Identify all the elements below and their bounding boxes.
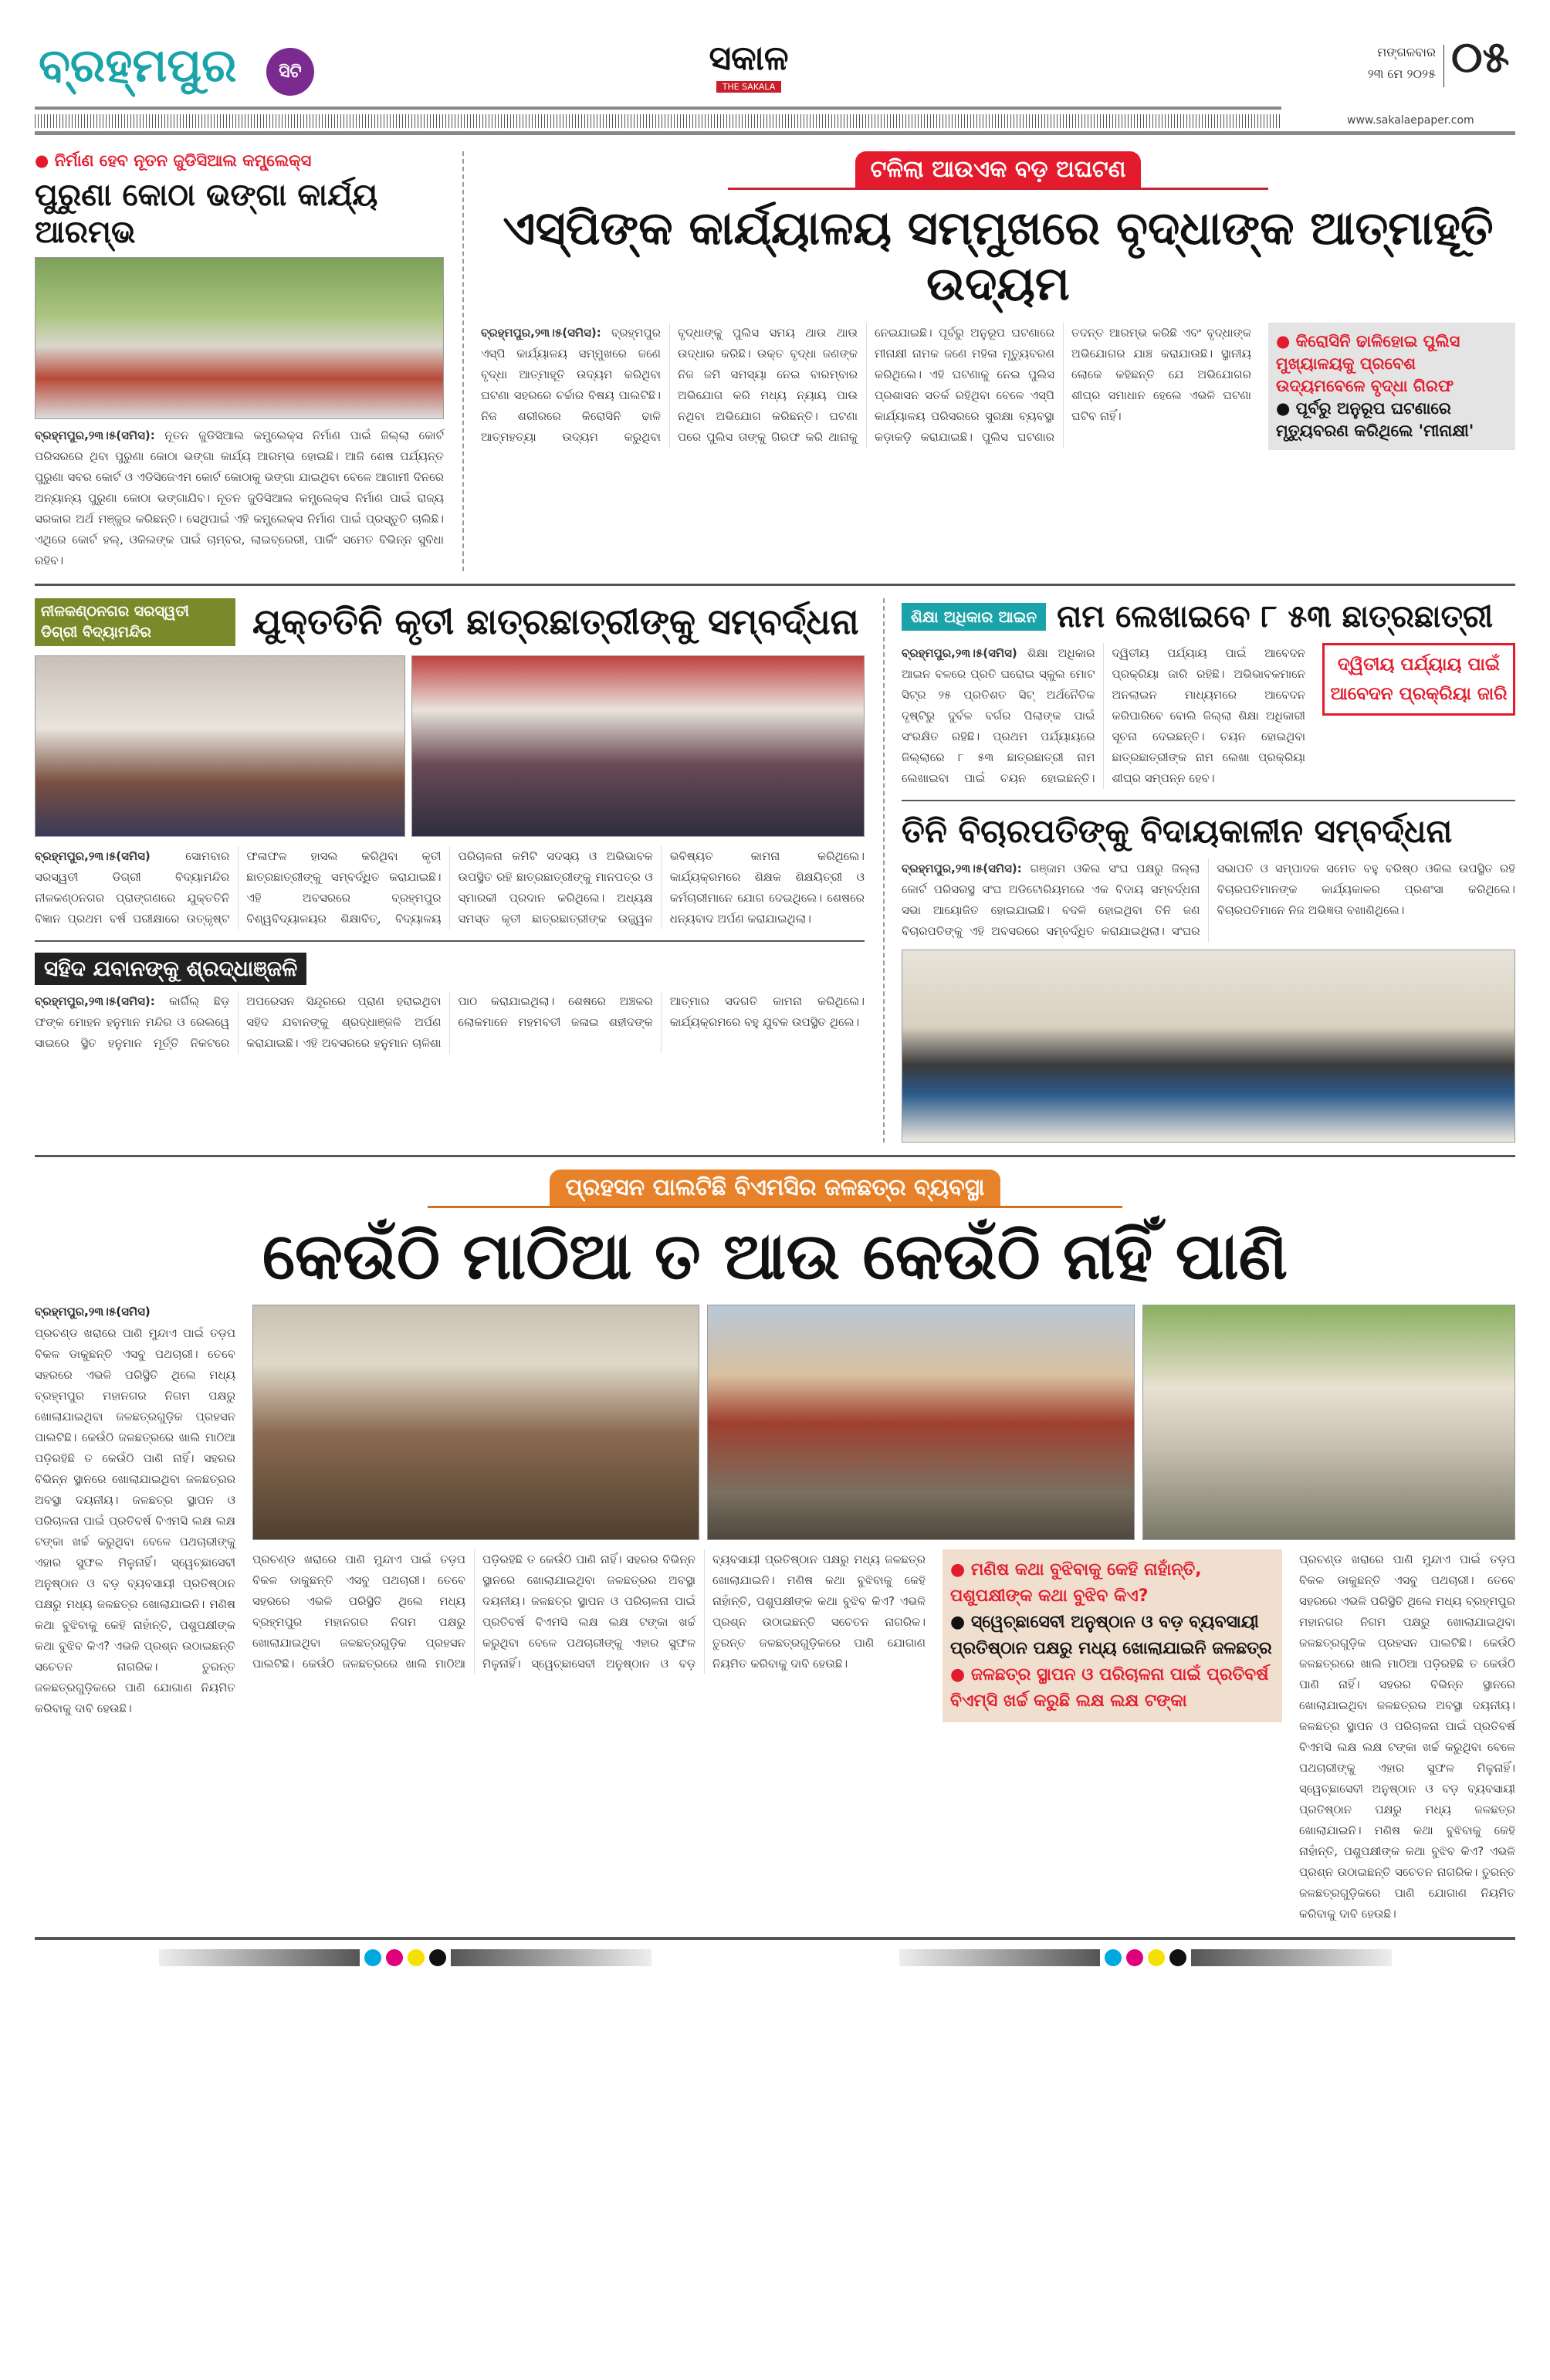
water-right xyxy=(252,1305,1515,1925)
dateline: ବ୍ରହ୍ମପୁର,୨୩।୫(ସମିସ): xyxy=(35,428,155,442)
water-photos xyxy=(252,1305,1515,1540)
felicitation-body xyxy=(35,846,865,929)
suicide-headline: ଏସ୍‌ପିଙ୍କ କାର୍ଯ୍ୟାଳୟ ସମ୍ମୁଖରେ ବୃଦ୍ଧାଙ୍କ ଆତ୍ମାହୂତି ଉଦ୍ୟମ xyxy=(503,201,1494,311)
callout-text: ଜଳଛତ୍ର ସ୍ଥାପନ ଓ ପରିଚାଳନା ପାଇଁ ପ୍ରତିବର୍ଷ ବିଏମ୍‌ସି ଖର୍ଚ୍ଚ କରୁଛି ଲକ୍ଷ ଲକ୍ଷ ଟଙ୍କା xyxy=(950,1665,1269,1711)
black-dot xyxy=(429,1949,446,1966)
middle-left xyxy=(35,598,865,1143)
yellow-dot xyxy=(408,1949,425,1966)
water-content xyxy=(35,1305,1515,1925)
suicide-banner: ଟଳିଲା ଆଉଏକ ବଡ଼ ଅଘଟଣ xyxy=(855,151,1142,188)
felicitation-photo-1 xyxy=(35,655,405,837)
felicitation-photos xyxy=(35,655,865,837)
water-photo-1 xyxy=(252,1305,699,1540)
issue-date: ୨୩ ମେ ୨୦୨୫ xyxy=(1367,66,1436,81)
yellow-dot xyxy=(1148,1949,1165,1966)
rte-headline: ନାମ ଲେଖାଇବେ ୮ ୫୩ ଛାତ୍ରଛାତ୍ରୀ xyxy=(1057,599,1494,635)
dateline: ବ୍ରହ୍ମପୁର,୨୩।୫(ସମିସ): xyxy=(35,994,155,1008)
print-color-bar-right xyxy=(899,1949,1392,1966)
header-rule-bottom xyxy=(35,131,1515,135)
header-rule xyxy=(35,107,1281,110)
section-badge: ସିଟି xyxy=(266,48,314,96)
website-link[interactable]: www.sakalaepaper.com xyxy=(1347,114,1474,127)
dateline: ବ୍ରହ୍ମପୁର,୨୩।୫(ସମିସ) xyxy=(902,646,1017,660)
rte-content xyxy=(902,643,1515,789)
body-text: ନୂତନ ଜୁଡିସିଆଲ କମ୍ପ୍ଲେକ୍ସ ନିର୍ମାଣ ପାଇଁ ଜିଲ୍ଲା କୋର୍ଟ ପରିସରରେ ଥିବା ପୁରୁଣା କୋଠା ଭଙ୍ଗା କାର୍ଯ୍ୟ ଆରମ୍ଭ ହୋଇଛି। ଆଜି ଶେଷ ପର୍ଯ୍ୟନ୍ତ ପୁରୁଣା ସବର କୋର୍ଟ ଓ ଏଡିସିଜେଏମ କୋର୍ଟ କୋଠାକୁ ଭଙ୍ଗା ଯାଇଥିବା ବେଳେ ଆଗାମୀ ଦିନରେ ଅନ୍ୟାନ୍ୟ ପୁରୁଣା କୋଠା ଭଙ୍ଗାଯିବ। ନୂତନ ଜୁଡିସିଆଲ କମ୍ପ୍ଲେକ୍ସ ନିର୍ମାଣ ପାଇଁ ରାଜ୍ୟ ସରକାର ଅର୍ଥ ମଞ୍ଜୁର କରିଛନ୍ତି। ସେଥିପାଇଁ ଏହି କମ୍ପ୍ଲେକ୍ସ ନିର୍ମାଣ ପାଇଁ ପ୍ରସ୍ତୁତି ଚାଲିଛି। ଏଥିରେ କୋର୍ଟ ହଲ୍‌, ଓକିଲଙ୍କ ପାଇଁ ଚାମ୍ବର, ଲାଇବ୍ରେରୀ, ପାର୍କିଂ ସମେତ ବିଭିନ୍ନ ସୁବିଧା ରହିବ। xyxy=(35,428,444,567)
section-rule xyxy=(902,800,1515,801)
barcode-strip xyxy=(35,114,1281,128)
print-color-bars xyxy=(35,1940,1515,1975)
gray-scale-strip xyxy=(451,1949,651,1966)
water-photo-2 xyxy=(707,1305,1135,1540)
row-top xyxy=(35,139,1515,586)
dateline: ବ୍ରହ୍ମପୁର,୨୩।୫(ସମିସ) xyxy=(35,849,151,863)
judges-body-top xyxy=(902,858,1515,942)
callout-item: ● ଜଳଛତ୍ର ସ୍ଥାପନ ଓ ପରିଚାଳନା ପାଇଁ ପ୍ରତିବର୍ଷ ବିଏମ୍‌ସି ଖର୍ଚ୍ଚ କରୁଛି ଲକ୍ଷ ଲକ୍ଷ ଟଙ୍କା xyxy=(950,1665,1269,1711)
body-text: ଗଞ୍ଜାମ ଓକିଲ ସଂଘ ପକ୍ଷରୁ ଜିଲ୍ଲା କୋର୍ଟ ପରିସରସ୍ଥ ସଂଘ ଅଡିଟୋରିୟମରେ ଏକ ବିଦାୟ ସମ୍ବର୍ଦ୍ଧନା ସଭା ଆୟୋଜିତ ହୋଇଯାଇଛି। ବଦଳି ହୋଇଥିବା ତିନି ଜଣ ବିଚାରପତିଙ୍କୁ ଏହି ଅବସରରେ ସମ୍ବର୍ଦ୍ଧିତ କରାଯାଇଥିଲା। ସଂଘର ସଭାପତି ଓ ସମ୍ପାଦକ ସମେତ ବହୁ ବରିଷ୍ଠ ଓକିଲ ଉପସ୍ଥିତ ରହି ବିଚାରପତିମାନଙ୍କ କାର୍ଯ୍ୟକାଳର ପ୍ରଶଂସା କରିଥିଲେ। ବିଚାରପତିମାନେ ନିଜ ଅଭିଜ୍ଞତା ବଖାଣିଥିଲେ। xyxy=(902,862,1515,939)
row-middle xyxy=(35,586,1515,1157)
callout-text: କିରୋସିନି ଢାଳିହୋଇ ପୁଲିସ ମୁଖ୍ୟାଳୟକୁ ପ୍ରବେଶ ଉଦ୍ୟମବେଳେ ବୃଦ୍ଧା ଗିରଫ xyxy=(1276,332,1460,395)
body-text: ଶିକ୍ଷା ଅଧିକାର ଆଇନ ବଳରେ ପ୍ରତି ଘରୋଇ ସ୍କୁଲ ମୋଟ ସିଟ୍‌ର ୨୫ ପ୍ରତିଶତ ସିଟ୍‌ ଅର୍ଥନୈତିକ ଦୃଷ୍ଟିରୁ ଦୁର୍ବଳ ବର୍ଗର ପିଲାଙ୍କ ପାଇଁ ସଂରକ୍ଷିତ ରହିଛି। ପ୍ରଥମ ପର୍ଯ୍ୟାୟରେ ଜିଲ୍ଲାରେ ୮ ୫୩ ଛାତ୍ରଛାତ୍ରୀ ନାମ ଲେଖାଇବା ପାଇଁ ଚୟନ ହୋଇଛନ୍ତି। ଦ୍ୱିତୀୟ ପର୍ଯ୍ୟାୟ ପାଇଁ ଆବେଦନ ପ୍ରକ୍ରିୟା ଜାରି ରହିଛି। ଅଭିଭାବକମାନେ ଅନଲାଇନ ମାଧ୍ୟମରେ ଆବେଦନ କରିପାରିବେ ବୋଲି ଜିଲ୍ଲା ଶିକ୍ଷା ଅଧିକାରୀ ସୂଚନା ଦେଇଛନ୍ତି। ଚୟନ ହୋଇଥିବା ଛାତ୍ରଛାତ୍ରୀଙ୍କ ନାମ ଲେଖା ପ୍ରକ୍ରିୟା ଶୀଘ୍ର ସମ୍ପନ୍ନ ହେବ। xyxy=(902,646,1305,785)
dateline: ବ୍ରହ୍ମପୁର,୨୩।୫(ସମିସ): xyxy=(481,326,601,340)
rte-box: ଦ୍ୱିତୀୟ ପର୍ଯ୍ୟାୟ ପାଇଁ ଆବେଦନ ପ୍ରକ୍ରିୟା ଜାରି xyxy=(1322,643,1515,716)
cyan-dot xyxy=(364,1949,381,1966)
water-body-bottom xyxy=(252,1549,926,1674)
suicide-body xyxy=(481,323,1251,448)
masthead xyxy=(35,0,1515,139)
body-text: ବ୍ରହ୍ମପୁର ଏସ୍‌ପି କାର୍ଯ୍ୟାଳୟ ସମ୍ମୁଖରେ ଜଣେ ବୃଦ୍ଧା ଆତ୍ମାହୂତି ଉଦ୍ୟମ କରିଥିବା ଘଟଣା ସହରରେ ଚର୍ଚ୍ଚାର ବିଷୟ ପାଲଟିଛି। ନିଜ ଶରୀରରେ କିରୋସିନି ଢାଳି ଆତ୍ମହତ୍ୟା ଉଦ୍ୟମ କରୁଥିବା ବୃଦ୍ଧାଙ୍କୁ ପୁଲିସ ସମୟ ଥାଉ ଥାଉ ଉଦ୍ଧାର କରିଛି। ଉକ୍ତ ବୃଦ୍ଧା ଜଣଙ୍କ ନିଜ ଜମି ସମସ୍ୟା ନେଇ ବାରମ୍ବାର ଅଭିଯୋଗ କରି ମଧ୍ୟ ନ୍ୟାୟ ପାଉ ନଥିବା ଅଭିଯୋଗ କରିଛନ୍ତି। ଘଟଣା ପରେ ପୁଲିସ ତାଙ୍କୁ ଗିରଫ କରି ଥାନାକୁ ନେଇଯାଇଛି। ପୂର୍ବରୁ ଅନୁରୂପ ଘଟଣାରେ ମୀନାକ୍ଷୀ ନାମକ ଜଣେ ମହିଳା ମୃତ୍ୟୁବରଣ କରିଥିଲେ। ଏହି ଘଟଣାକୁ ନେଇ ପୁଲିସ ପ୍ରଶାସନ ସତର୍କ ରହିଥିବା ବେଳେ ଏସ୍‌ପି କାର୍ଯ୍ୟାଳୟ ପରିସରରେ ସୁରକ୍ଷା ବ୍ୟବସ୍ଥା କଡ଼ାକଡ଼ି କରାଯାଇଛି। ପୁଲିସ ଘଟଣାର ତଦନ୍ତ ଆରମ୍ଭ କରିଛି ଏବଂ ବୃଦ୍ଧାଙ୍କ ଅଭିଯୋଗର ଯାଞ୍ଚ କରାଯାଉଛି। ସ୍ଥାନୀୟ ଲୋକେ କହିଛନ୍ତି ଯେ ଅଭିଯୋଗର ଶୀଘ୍ର ସମାଧାନ ହେଲେ ଏଭଳି ଘଟଣା ଘଟିବ ନାହିଁ। xyxy=(481,326,1251,444)
kicker-text: ନିର୍ମାଣ ହେବ ନୂତନ ଜୁଡିସିଆଲ କମ୍ପ୍ଲେକ୍ସ xyxy=(54,151,312,170)
logo-sub: THE SAKALA xyxy=(716,81,782,93)
suicide-content xyxy=(481,323,1515,450)
newspaper-logo xyxy=(679,39,818,93)
water-headline: କେଉଁଠି ମାଠିଆ ତ ଆଉ କେଉଁଠି ନାହିଁ ପାଣି xyxy=(262,1218,1288,1295)
dateline: ବ୍ରହ୍ମପୁର,୨୩।୫(ସମିସ): xyxy=(902,862,1022,876)
court-body xyxy=(35,425,444,571)
banner-underline xyxy=(428,1206,1122,1208)
water-banner: ପ୍ରହସନ ପାଲଟିଛି ବିଏମସିର ଜଳଛତ୍ର ବ୍ୟବସ୍ଥା xyxy=(550,1170,1000,1206)
row-bottom xyxy=(35,1157,1515,1940)
suicide-article xyxy=(462,151,1515,571)
martyr-body xyxy=(35,991,865,1054)
magenta-dot xyxy=(1126,1949,1143,1966)
body-text-cont: ପ୍ରଚଣ୍ଡ ଖରାରେ ପାଣି ମୁନ୍ଦାଏ ପାଇଁ ତଡ଼ପ ବିକଳ ଡାକୁଛନ୍ତି ଏସବୁ ପଥଚାରୀ। ତେବେ ସହରରେ ଏଭଳି ପରିସ୍ଥିତି ଥିଲେ ମଧ୍ୟ ବ୍ରହ୍ମପୁର ମହାନଗର ନିଗମ ପକ୍ଷରୁ ଖୋଲାଯାଇଥିବା ଜଳଛତ୍ରଗୁଡ଼ିକ ପ୍ରହସନ ପାଲଟିଛି। କେଉଁଠି ଜଳଛତ୍ରରେ ଖାଲି ମାଠିଆ ପଡ଼ିରହିଛି ତ କେଉଁଠି ପାଣି ନାହିଁ। ସହରର ବିଭିନ୍ନ ସ୍ଥାନରେ ଖୋଲାଯାଇଥିବା ଜଳଛତ୍ରର ଅବସ୍ଥା ଦୟନୀୟ। ଜଳଛତ୍ର ସ୍ଥାପନ ଓ ପରିଚାଳନା ପାଇଁ ପ୍ରତିବର୍ଷ ବିଏମସି ଲକ୍ଷ ଲକ୍ଷ ଟଙ୍କା ଖର୍ଚ୍ଚ କରୁଥିବା ବେଳେ ପଥଚାରୀଙ୍କୁ ଏହାର ସୁଫଳ ମିଳୁନାହିଁ। ସ୍ୱେଚ୍ଛାସେବୀ ଅନୁଷ୍ଠାନ ଓ ବଡ଼ ବ୍ୟବସାୟୀ ପ୍ରତିଷ୍ଠାନ ପକ୍ଷରୁ ମଧ୍ୟ ଜଳଛତ୍ର ଖୋଲାଯାଇନି। ମଣିଷ କଥା ବୁଝିବାକୁ କେହି ନାହାଁନ୍ତି, ପଶୁପକ୍ଷୀଙ୍କ କଥା ବୁଝିବ କିଏ? ଏଭଳି ପ୍ରଶ୍ନ ଉଠାଇଛନ୍ତି ସଚେତନ ନାଗରିକ। ତୁରନ୍ତ ଜଳଛତ୍ରଗୁଡ଼ିକରେ ପାଣି ଯୋଗାଣ ନିୟମିତ କରିବାକୁ ଦାବି ହେଉଛି। xyxy=(252,1552,926,1671)
felicitation-header xyxy=(35,598,865,646)
court-kicker: ● ନିର୍ମାଣ ହେବ ନୂତନ ଜୁଡିସିଆଲ କମ୍ପ୍ଲେକ୍ସ xyxy=(35,151,312,170)
body-text-cont: ପ୍ରଚଣ୍ଡ ଖରାରେ ପାଣି ମୁନ୍ଦାଏ ପାଇଁ ତଡ଼ପ ବିକଳ ଡାକୁଛନ୍ତି ଏସବୁ ପଥଚାରୀ। ତେବେ ସହରରେ ଏଭଳି ପରିସ୍ଥିତି ଥିଲେ ମଧ୍ୟ ବ୍ରହ୍ମପୁର ମହାନଗର ନିଗମ ପକ୍ଷରୁ ଖୋଲାଯାଇଥିବା ଜଳଛତ୍ରଗୁଡ଼ିକ ପ୍ରହସନ ପାଲଟିଛି। କେଉଁଠି ଜଳଛତ୍ରରେ ଖାଲି ମାଠିଆ ପଡ଼ିରହିଛି ତ କେଉଁଠି ପାଣି ନାହିଁ। ସହରର ବିଭିନ୍ନ ସ୍ଥାନରେ ଖୋଲାଯାଇଥିବା ଜଳଛତ୍ରର ଅବସ୍ଥା ଦୟନୀୟ। ଜଳଛତ୍ର ସ୍ଥାପନ ଓ ପରିଚାଳନା ପାଇଁ ପ୍ରତିବର୍ଷ ବିଏମସି ଲକ୍ଷ ଲକ୍ଷ ଟଙ୍କା ଖର୍ଚ୍ଚ କରୁଥିବା ବେଳେ ପଥଚାରୀଙ୍କୁ ଏହାର ସୁଫଳ ମିଳୁନାହିଁ। ସ୍ୱେଚ୍ଛାସେବୀ ଅନୁଷ୍ଠାନ ଓ ବଡ଼ ବ୍ୟବସାୟୀ ପ୍ରତିଷ୍ଠାନ ପକ୍ଷରୁ ମଧ୍ୟ ଜଳଛତ୍ର ଖୋଲାଯାଇନି। ମଣିଷ କଥା ବୁଝିବାକୁ କେହି ନାହାଁନ୍ତି, ପଶୁପକ୍ଷୀଙ୍କ କଥା ବୁଝିବ କିଏ? ଏଭଳି ପ୍ରଶ୍ନ ଉଠାଇଛନ୍ତି ସଚେତନ ନାଗରିକ। ତୁରନ୍ତ ଜଳଛତ୍ରଗୁଡ଼ିକରେ ପାଣି ଯୋଗାଣ ନିୟମିତ କରିବାକୁ ଦାବି ହେଉଛି। xyxy=(1299,1552,1515,1921)
rte-body xyxy=(902,643,1305,789)
callout-item: ● ମଣିଷ କଥା ବୁଝିବାକୁ କେହି ନାହାଁନ୍ତି, ପଶୁପକ୍ଷୀଙ୍କ କଥା ବୁଝିବ କିଏ? xyxy=(950,1560,1202,1606)
page-number: ୦୫ xyxy=(1451,32,1510,83)
gray-scale-strip xyxy=(159,1949,360,1966)
felicitation-photo-2 xyxy=(411,655,865,837)
felicitation-tag: ନୀଳକଣ୍ଠନଗର ସରସ୍ୱତୀ ଡିଗ୍ରୀ ବିଦ୍ୟାମନ୍ଦିର xyxy=(35,598,235,646)
water-dateline: ବ୍ରହ୍ମପୁର,୨୩।୫(ସମିସ) xyxy=(35,1305,151,1319)
callout-text: ପୂର୍ବରୁ ଅନୁରୂପ ଘଟଣାରେ ମୃତ୍ୟୁବରଣ କରିଥିଲେ 'ମୀନାକ୍ଷୀ' xyxy=(1276,399,1474,440)
print-color-bar xyxy=(159,1949,651,1966)
gray-scale-strip xyxy=(1191,1949,1392,1966)
callout-text: ମଣିଷ କଥା ବୁଝିବାକୁ କେହି ନାହାଁନ୍ତି, ପଶୁପକ୍ଷୀଙ୍କ କଥା ବୁଝିବ କିଏ? xyxy=(950,1560,1202,1606)
suicide-callout xyxy=(1268,323,1515,450)
magenta-dot xyxy=(386,1949,403,1966)
martyr-tag: ସହିଦ ଯବାନଙ୍କୁ ଶ୍ରଦ୍ଧାଞ୍ଜଳି xyxy=(35,953,306,985)
water-left xyxy=(35,1305,235,1925)
issue-day: ମଙ୍ଗଳବାର xyxy=(1377,45,1436,59)
cyan-dot xyxy=(1105,1949,1122,1966)
callout-item: ● କିରୋସିନି ଢାଳିହୋଇ ପୁଲିସ ମୁଖ୍ୟାଳୟକୁ ପ୍ରବେଶ ଉଦ୍ୟମବେଳେ ବୃଦ୍ଧା ଗିରଫ xyxy=(1276,332,1460,395)
body-text: ସୋମବାର ସରସ୍ୱତୀ ଡିଗ୍ରୀ ବିଦ୍ୟାମନ୍ଦିର ନୀଳକଣ୍ଠନଗର ପ୍ରାଙ୍ଗଣରେ ଯୁକ୍ତତିନି ବିଜ୍ଞାନ ପ୍ରଥମ ବର୍ଷ ପରୀକ୍ଷାରେ ଉତ୍କୃଷ୍ଟ ଫଳାଫଳ ହାସଲ କରିଥିବା କୃତୀ ଛାତ୍ରଛାତ୍ରୀଙ୍କୁ ସମ୍ବର୍ଦ୍ଧିତ କରାଯାଇଛି। ଏହି ଅବସରରେ ବ୍ରହ୍ମପୁର ବିଶ୍ୱବିଦ୍ୟାଳୟର ଶିକ୍ଷାବିତ୍‌, ବିଦ୍ୟାଳୟ ପରିଚାଳନା କମିଟି ସଦସ୍ୟ ଓ ଅଭିଭାବକ ଉପସ୍ଥିତ ରହି ଛାତ୍ରଛାତ୍ରୀଙ୍କୁ ମାନପତ୍ର ଓ ସ୍ମାରକୀ ପ୍ରଦାନ କରିଥିଲେ। ଅଧ୍ୟକ୍ଷ ସମସ୍ତ କୃତୀ ଛାତ୍ରଛାତ୍ରୀଙ୍କ ଉଜ୍ଜ୍ୱଳ ଭବିଷ୍ୟତ କାମନା କରିଥିଲେ। କାର୍ଯ୍ୟକ୍ରମରେ ଶିକ୍ଷକ ଶିକ୍ଷୟିତ୍ରୀ ଓ କର୍ମଚାରୀମାନେ ଯୋଗ ଦେଇଥିଲେ। ଶେଷରେ ଧନ୍ୟବାଦ ଅର୍ପଣ କରାଯାଇଥିଲା। xyxy=(35,849,865,926)
judges-headline: ତିନି ବିଚାରପତିଙ୍କୁ ବିଦାୟକାଳୀନ ସମ୍ବର୍ଦ୍ଧନା xyxy=(902,812,1453,850)
judges-photo xyxy=(902,950,1515,1143)
middle-right xyxy=(883,598,1515,1143)
divider xyxy=(1443,45,1444,87)
water-callout xyxy=(943,1549,1282,1722)
water-photo-3 xyxy=(1142,1305,1515,1540)
callout-item: ● ସ୍ୱେଚ୍ଛାସେବୀ ଅନୁଷ୍ଠାନ ଓ ବଡ଼ ବ୍ୟବସାୟୀ ପ୍ରତିଷ୍ଠାନ ପକ୍ଷରୁ ମଧ୍ୟ ଖୋଲାଯାଇନି ଜଳଛତ୍ର xyxy=(950,1613,1272,1659)
water-lower xyxy=(252,1549,1515,1925)
gray-scale-strip xyxy=(899,1949,1100,1966)
felicitation-headline: ଯୁକ୍ତତିନି କୃତୀ ଛାତ୍ରଛାତ୍ରୀଙ୍କୁ ସମ୍ବର୍ଦ୍ଧନା xyxy=(252,601,859,643)
section-title: ବ୍ରହ୍ମପୁର xyxy=(39,39,237,93)
banner-underline xyxy=(728,188,1268,190)
court-building-photo xyxy=(35,257,444,419)
court-headline: ପୁରୁଣା କୋଠା ଭଙ୍ଗା କାର୍ଯ୍ୟ ଆରମ୍ଭ xyxy=(35,178,378,250)
rte-header xyxy=(902,598,1515,635)
callout-text: ସ୍ୱେଚ୍ଛାସେବୀ ଅନୁଷ୍ଠାନ ଓ ବଡ଼ ବ୍ୟବସାୟୀ ପ୍ରତିଷ୍ଠାନ ପକ୍ଷରୁ ମଧ୍ୟ ଖୋଲାଯାଇନି ଜଳଛତ୍ର xyxy=(950,1613,1272,1659)
body-text: କାର୍ଗିଲ୍‌ ଛିଡ଼ ଫଙ୍କ ମୋହନ ହନୁମାନ ମନ୍ଦିର ଓ ରେଲୱେ ସାଇରେ ସ୍ଥିତ ହନୁମାନ ମୂର୍ତ୍ତି ନିକଟରେ ଅପରେସନ ସିନ୍ଦୂରରେ ପ୍ରାଣ ହରାଇଥିବା ସହିଦ ଯବାନଙ୍କୁ ଶ୍ରଦ୍ଧାଞ୍ଜଳି ଅର୍ପଣ କରାଯାଇଛି। ଏହି ଅବସରରେ ହନୁମାନ ଚାଳିଶା ପାଠ କରାଯାଇଥିଲା। ଶେଷରେ ଅଞ୍ଚଳର ଲୋକମାନେ ମହମବତୀ ଜଳାଇ ଶହୀଦଙ୍କ ଆତ୍ମାର ସଦଗତି କାମନା କରିଥିଲେ। କାର୍ଯ୍ୟକ୍ରମରେ ବହୁ ଯୁବକ ଉପସ୍ଥିତ ଥିଲେ। xyxy=(35,994,865,1050)
water-body-left xyxy=(35,1323,235,1719)
logo-text: ସକାଳ xyxy=(709,39,789,78)
rte-tag: ଶିକ୍ଷା ଅଧିକାର ଆଇନ xyxy=(902,603,1046,631)
court-article xyxy=(35,151,444,571)
section-rule xyxy=(35,940,865,942)
body-text: ପ୍ରଚଣ୍ଡ ଖରାରେ ପାଣି ମୁନ୍ଦାଏ ପାଇଁ ତଡ଼ପ ବିକଳ ଡାକୁଛନ୍ତି ଏସବୁ ପଥଚାରୀ। ତେବେ ସହରରେ ଏଭଳି ପରିସ୍ଥିତି ଥିଲେ ମଧ୍ୟ ବ୍ରହ୍ମପୁର ମହାନଗର ନିଗମ ପକ୍ଷରୁ ଖୋଲାଯାଇଥିବା ଜଳଛତ୍ରଗୁଡ଼ିକ ପ୍ରହସନ ପାଲଟିଛି। କେଉଁଠି ଜଳଛତ୍ରରେ ଖାଲି ମାଠିଆ ପଡ଼ିରହିଛି ତ କେଉଁଠି ପାଣି ନାହିଁ। ସହରର ବିଭିନ୍ନ ସ୍ଥାନରେ ଖୋଲାଯାଇଥିବା ଜଳଛତ୍ରର ଅବସ୍ଥା ଦୟନୀୟ। ଜଳଛତ୍ର ସ୍ଥାପନ ଓ ପରିଚାଳନା ପାଇଁ ପ୍ରତିବର୍ଷ ବିଏମସି ଲକ୍ଷ ଲକ୍ଷ ଟଙ୍କା ଖର୍ଚ୍ଚ କରୁଥିବା ବେଳେ ପଥଚାରୀଙ୍କୁ ଏହାର ସୁଫଳ ମିଳୁନାହିଁ। ସ୍ୱେଚ୍ଛାସେବୀ ଅନୁଷ୍ଠାନ ଓ ବଡ଼ ବ୍ୟବସାୟୀ ପ୍ରତିଷ୍ଠାନ ପକ୍ଷରୁ ମଧ୍ୟ ଜଳଛତ୍ର ଖୋଲାଯାଇନି। ମଣିଷ କଥା ବୁଝିବାକୁ କେହି ନାହାଁନ୍ତି, ପଶୁପକ୍ଷୀଙ୍କ କଥା ବୁଝିବ କିଏ? ଏଭଳି ପ୍ରଶ୍ନ ଉଠାଇଛନ୍ତି ସଚେତନ ନାଗରିକ। ତୁରନ୍ତ ଜଳଛତ୍ରଗୁଡ଼ିକରେ ପାଣି ଯୋଗାଣ ନିୟମିତ କରିବାକୁ ଦାବି ହେଉଛି। xyxy=(35,1326,235,1716)
black-dot xyxy=(1169,1949,1186,1966)
water-body-right xyxy=(1299,1549,1515,1925)
callout-item: ● ପୂର୍ବରୁ ଅନୁରୂପ ଘଟଣାରେ ମୃତ୍ୟୁବରଣ କରିଥିଲେ 'ମୀନାକ୍ଷୀ' xyxy=(1276,399,1474,440)
